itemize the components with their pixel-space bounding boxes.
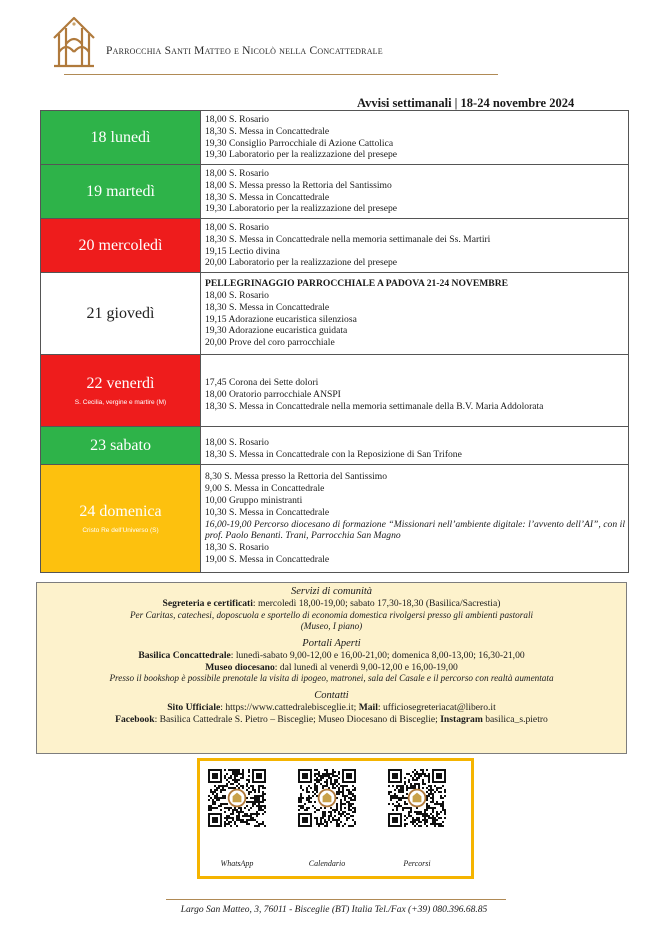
day-label: 24 domenica	[79, 503, 162, 521]
events-cell	[201, 465, 629, 573]
qr-label-calendario: Calendario	[308, 859, 346, 868]
day-label: 23 sabato	[90, 436, 151, 454]
event-item: 19,30 Consiglio Parrocchiale di Azione Cattolica	[205, 137, 394, 149]
event-item: 19,30 Laboratorio per la realizzazione del presepe	[205, 149, 398, 161]
qr-codes-box	[197, 758, 474, 879]
bookshop-info: Presso il bookshop è possibile prenotale la visita di ipogeo, matronei, sala del Casale e il percorso con realtà aumentata	[109, 673, 554, 684]
day-row-wednesday	[41, 219, 629, 273]
day-label: 22 venerdì	[86, 375, 155, 393]
day-row-sunday	[41, 465, 629, 573]
day-label: 21 giovedì	[86, 304, 155, 322]
event-item: 18,30 S. Messa in Concattedrale nella memoria settimanale della B.V. Maria Addolorata	[205, 400, 544, 412]
event-item: 19,00 S. Messa in Concattedrale	[205, 553, 330, 565]
event-item: 19,15 Lectio divina	[205, 245, 280, 257]
caritas-location: (Museo, I piano)	[300, 621, 363, 632]
qr-code-percorsi[interactable]	[388, 769, 446, 827]
day-cell	[41, 111, 201, 165]
event-item: 18,30 S. Messa in Concattedrale con la Reposizione di San Trifone	[205, 448, 462, 460]
event-item: 18,30 S. Messa in Concattedrale	[205, 125, 330, 137]
event-item: 18,30 S. Messa in Concattedrale	[205, 191, 330, 203]
day-cell	[41, 355, 201, 427]
liturgical-note: S. Cecilia, vergine e martire (M)	[74, 398, 167, 406]
events-cell	[201, 355, 629, 427]
community-info-box	[36, 582, 627, 754]
day-row-monday	[41, 111, 629, 165]
day-row-tuesday	[41, 165, 629, 219]
day-label: 20 mercoledì	[78, 236, 163, 254]
mail-link[interactable]: : ufficiosegreteriacat@libero.it	[377, 701, 496, 713]
event-item: 20,00 Laboratorio per la realizzazione del presepe	[205, 257, 398, 269]
footer-divider	[166, 899, 506, 900]
event-item: 18,00 S. Rosario	[205, 221, 269, 233]
event-item: 18,30 S. Messa in Concattedrale nella memoria settimanale dei Ss. Martiri	[205, 233, 491, 245]
qr-label-whatsapp: WhatsApp	[220, 859, 254, 868]
events-cell	[201, 427, 629, 465]
event-item: 19,30 Adorazione eucaristica guidata	[205, 325, 348, 337]
event-item: 18,00 Oratorio parrocchiale ANSPI	[205, 389, 341, 401]
contacts-heading: Contatti	[314, 689, 349, 701]
header-divider	[64, 74, 498, 75]
event-item: 10,30 S. Messa in Concattedrale	[205, 506, 330, 518]
parish-logo	[50, 12, 98, 70]
event-item: 18,00 S. Rosario	[205, 167, 269, 179]
secretariat-hours: Segreteria e certificati: mercoledì 18,00-19,00; sabato 17,30-18,30 (Basilica/Sacrestia)	[162, 598, 501, 609]
events-cell	[201, 111, 629, 165]
event-item: 20,00 Prove del coro parrocchiale	[205, 337, 335, 349]
day-cell	[41, 165, 201, 219]
footer-address: Largo San Matteo, 3, 76011 - Bisceglie (BT) Italia Tel./Fax (+39) 080.396.68.85	[180, 905, 488, 915]
events-cell	[201, 273, 629, 355]
day-row-friday	[41, 355, 629, 427]
caritas-info: Per Caritas, catechesi, doposcuola e sportello di economia domestica rivolgersi presso gli ambienti pastorali	[129, 609, 534, 620]
event-item: 8,30 S. Messa presso la Rettoria del Santissimo	[205, 471, 388, 483]
day-cell	[41, 273, 201, 355]
day-cell	[41, 427, 201, 465]
event-item: 10,00 Gruppo ministranti	[205, 494, 303, 506]
day-row-saturday	[41, 427, 629, 465]
qr-label-percorsi: Percorsi	[403, 859, 431, 868]
day-label: 19 martedì	[86, 182, 155, 200]
event-item: 16,00-19,00 Percorso diocesano di formazione “Missionari nell’ambiente digitale: l’avvento dell’AI”, con il prof. Paolo Benanti. Trani, Parrocchia San Magno	[205, 518, 625, 542]
qr-code-calendario[interactable]	[298, 769, 356, 827]
qr-code-whatsapp[interactable]	[208, 769, 266, 827]
events-cell	[201, 165, 629, 219]
website-link[interactable]: : https://www.cattedralebisceglie.it;	[220, 701, 359, 713]
event-item: 17,45 Corona dei Sette dolori	[205, 377, 319, 389]
event-item: 18,00 S. Rosario	[205, 113, 269, 125]
weekly-schedule	[40, 110, 629, 573]
open-doors-heading: Portali Aperti	[302, 637, 361, 649]
day-label: 18 lunedì	[90, 128, 151, 146]
services-heading: Servizi di comunità	[290, 586, 373, 597]
day-cell	[41, 219, 201, 273]
event-item: 19,30 Laboratorio per la realizzazione del presepe	[205, 203, 398, 215]
social-line: Facebook: Basilica Cattedrale S. Pietro – Bisceglie; Museo Diocesano di Bisceglie; Instagram basilica_s.pietro	[115, 713, 548, 725]
event-item: 18,00 S. Messa presso la Rettoria del Santissimo	[205, 179, 392, 191]
museum-hours: Museo diocesano: dal lunedì al venerdì 9,00-12,00 e 16,00-19,00	[205, 661, 458, 673]
event-item: 19,15 Adorazione eucaristica silenziosa	[205, 313, 357, 325]
website-mail-line: Sito Ufficiale: https://www.cattedralebisceglie.it; Mail: ufficiosegreteriacat@libero.it	[167, 701, 496, 713]
parish-title: Parrocchia Santi Matteo e Nicolò nella Concattedrale	[106, 45, 383, 57]
liturgical-note: Cristo Re dell'Universo (S)	[82, 526, 159, 534]
day-cell	[41, 465, 201, 573]
event-item: 18,00 S. Rosario	[205, 436, 269, 448]
events-cell	[201, 219, 629, 273]
day-row-thursday	[41, 273, 629, 355]
event-item: 18,30 S. Rosario	[205, 542, 269, 554]
event-item: 18,00 S. Rosario	[205, 289, 269, 301]
event-item: 9,00 S. Messa in Concattedrale	[205, 483, 325, 495]
event-item: 18,30 S. Messa in Concattedrale	[205, 301, 330, 313]
event-item: PELLEGRINAGGIO PARROCCHIALE A PADOVA 21-24 NOVEMBRE	[205, 278, 509, 290]
basilica-hours: Basilica Concattedrale: lunedì-sabato 9,00-12,00 e 16,00-21,00; domenica 8,00-13,00; 16,30-21,00	[138, 649, 525, 661]
week-title: Avvisi settimanali | 18-24 novembre 2024	[357, 96, 575, 110]
